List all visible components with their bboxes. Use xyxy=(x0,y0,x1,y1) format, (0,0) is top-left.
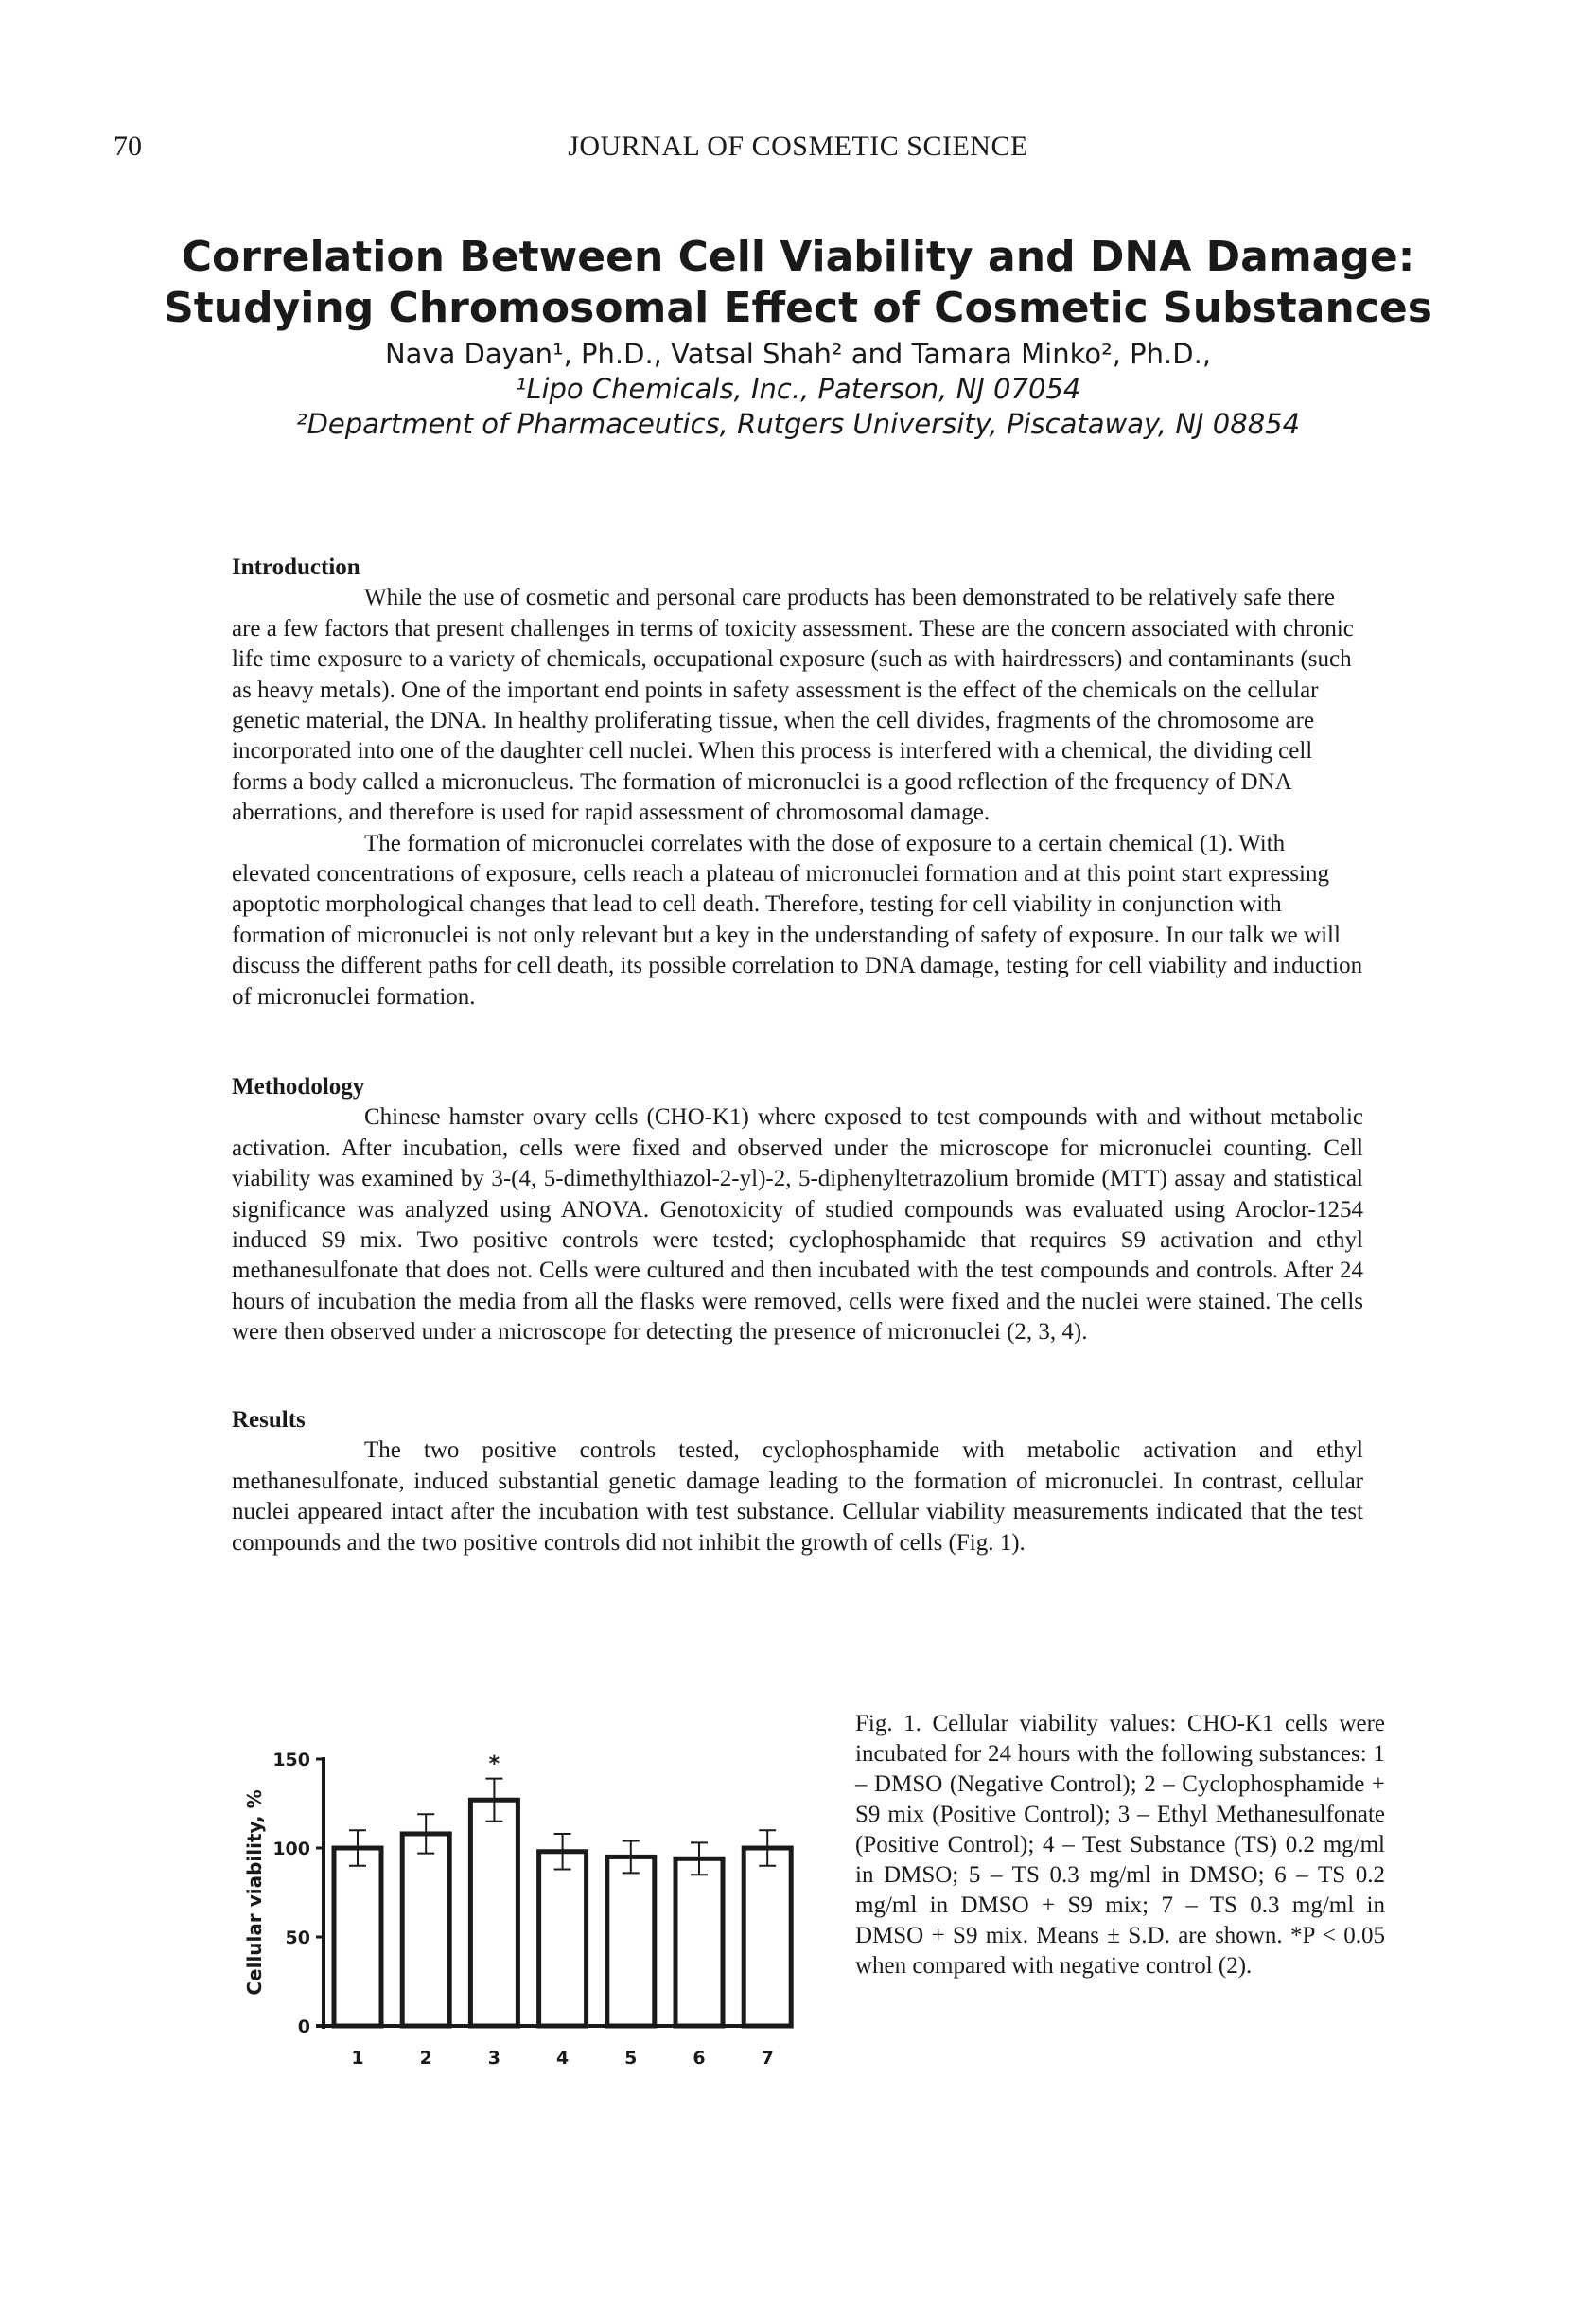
bar xyxy=(675,1858,723,2026)
x-tick-label: 4 xyxy=(555,2048,570,2068)
bar xyxy=(470,1800,517,2026)
paragraph: The two positive controls tested, cyclophosphamide with metabolic activation and ethyl methanesulfonate, induced substantial genetic damage leading to the formation of micronuclei. In contrast, cellular nuclei appeared intact after the incubation with test substance. Cellular viability measurements indicated that the test compounds and the two positive controls did not inhibit the growth of cells (Fig. 1). xyxy=(232,1437,1363,1556)
bar xyxy=(607,1857,655,2026)
x-tick-label: 7 xyxy=(761,2048,774,2068)
x-tick-label: 6 xyxy=(693,2048,706,2068)
paragraph: The formation of micronuclei correlates with the dose of exposure to a certain chemical (1). With elevated concentrations of exposure, cells reach a plateau of micronuclei formation and at this point start expressing apoptotic morphological changes that lead to cell death. Therefore, testing for cell viability in conjunction with formation of micronuclei is not only relevant but a key in the understanding of safety of exposure. In our talk we will discuss the different paths for cell death, its possible correlation to DNA damage, testing for cell viability and induction of micronuclei formation. xyxy=(232,830,1363,1010)
author-block xyxy=(0,337,1596,442)
title-line-1: Correlation Between Cell Viability and DNA Damage: xyxy=(181,233,1415,281)
introduction-section xyxy=(232,553,1363,1012)
bar xyxy=(744,1848,791,2026)
significance-marker: * xyxy=(488,1752,500,1776)
journal-name: JOURNAL OF COSMETIC SCIENCE xyxy=(568,131,1028,162)
x-tick-label: 1 xyxy=(351,2048,364,2068)
x-tick-label: 2 xyxy=(419,2048,432,2068)
bar xyxy=(539,1852,587,2026)
affiliation-1: ¹Lipo Chemicals, Inc., Paterson, NJ 07054 xyxy=(515,373,1081,405)
y-tick-label: 150 xyxy=(272,1750,310,1770)
x-tick-label: 5 xyxy=(624,2048,638,2068)
introduction-heading: Introduction xyxy=(232,554,360,580)
y-tick-label: 100 xyxy=(272,1839,310,1859)
methodology-heading: Methodology xyxy=(232,1074,365,1100)
results-heading: Results xyxy=(232,1407,306,1433)
article-title xyxy=(0,232,1596,334)
x-tick-label: 3 xyxy=(487,2048,501,2068)
y-tick-label: 50 xyxy=(285,1928,310,1948)
results-section xyxy=(232,1405,1363,1558)
bar xyxy=(402,1834,449,2026)
y-axis-label: Cellular viability, % xyxy=(243,1789,266,1996)
methodology-section xyxy=(232,1072,1363,1348)
title-line-2: Studying Chromosomal Effect of Cosmetic Substances xyxy=(164,284,1432,332)
page-number: 70 xyxy=(114,131,142,162)
paragraph: While the use of cosmetic and personal care products has been demonstrated to be relatively safe there are a few factors that present challenges in terms of toxicity assessment. These are the concern associated with chronic life time exposure to a variety of chemicals, occupational exposure (such as with hairdressers) and contaminants (such as heavy metals). One of the important end points in safety assessment is the effect of the chemicals on the cellular genetic material, the DNA. In healthy proliferating tissue, when the cell divides, fragments of the chromosome are incorporated into one of the daughter cell nuclei. When this process is interfered with a chemical, the dividing cell forms a body called a micronucleus. The formation of micronuclei is a good reflection of the frequency of DNA aberrations, and therefore is used for rapid assessment of chromosomal damage. xyxy=(232,585,1354,826)
bar xyxy=(334,1848,381,2026)
affiliation-2: ²Department of Pharmaceutics, Rutgers University, Piscataway, NJ 08854 xyxy=(295,408,1301,440)
y-tick-label: 0 xyxy=(297,2016,310,2037)
paragraph: Chinese hamster ovary cells (CHO-K1) where exposed to test compounds with and without metabolic activation. After incubation, cells were fixed and observed under the microscope for micronuclei counting. Cell viability was examined by 3-(4, 5-dimethylthiazol-2-yl)-2, 5-diphenyltetrazolium bromide (MTT) assay and statistical significance was analyzed using ANOVA. Genotoxicity of studied compounds was evaluated using Aroclor-1254 induced S9 mix. Two positive controls were tested; cyclophosphamide that requires S9 activation and ethyl methanesulfonate that does not. Cells were cultured and then incubated with the test compounds and controls. After 24 hours of incubation the media from all the flasks were removed, cells were fixed and the nuclei were stained. The cells were then observed under a microscope for detecting the presence of micronuclei (2, 3, 4). xyxy=(232,1104,1363,1346)
author-names: Nava Dayan¹, Ph.D., Vatsal Shah² and Tamara Minko², Ph.D., xyxy=(384,338,1212,370)
figure-caption: Fig. 1. Cellular viability values: CHO-K1 cells were incubated for 24 hours with the following substances: 1 – DMSO (Negative Control); 2 – Cyclophosphamide + S9 mix (Positive Control); 3 – Ethyl Methanesulfonate (Positive Control); 4 – Test Substance (TS) 0.2 mg/ml in DMSO; 5 – TS 0.3 mg/ml in DMSO; 6 – TS 0.2 mg/ml in DMSO + S9 mix; 7 – TS 0.3 mg/ml in DMSO + S9 mix. Means ± S.D. are shown. *P < 0.05 when compared with negative control (2). xyxy=(855,1711,1385,1979)
